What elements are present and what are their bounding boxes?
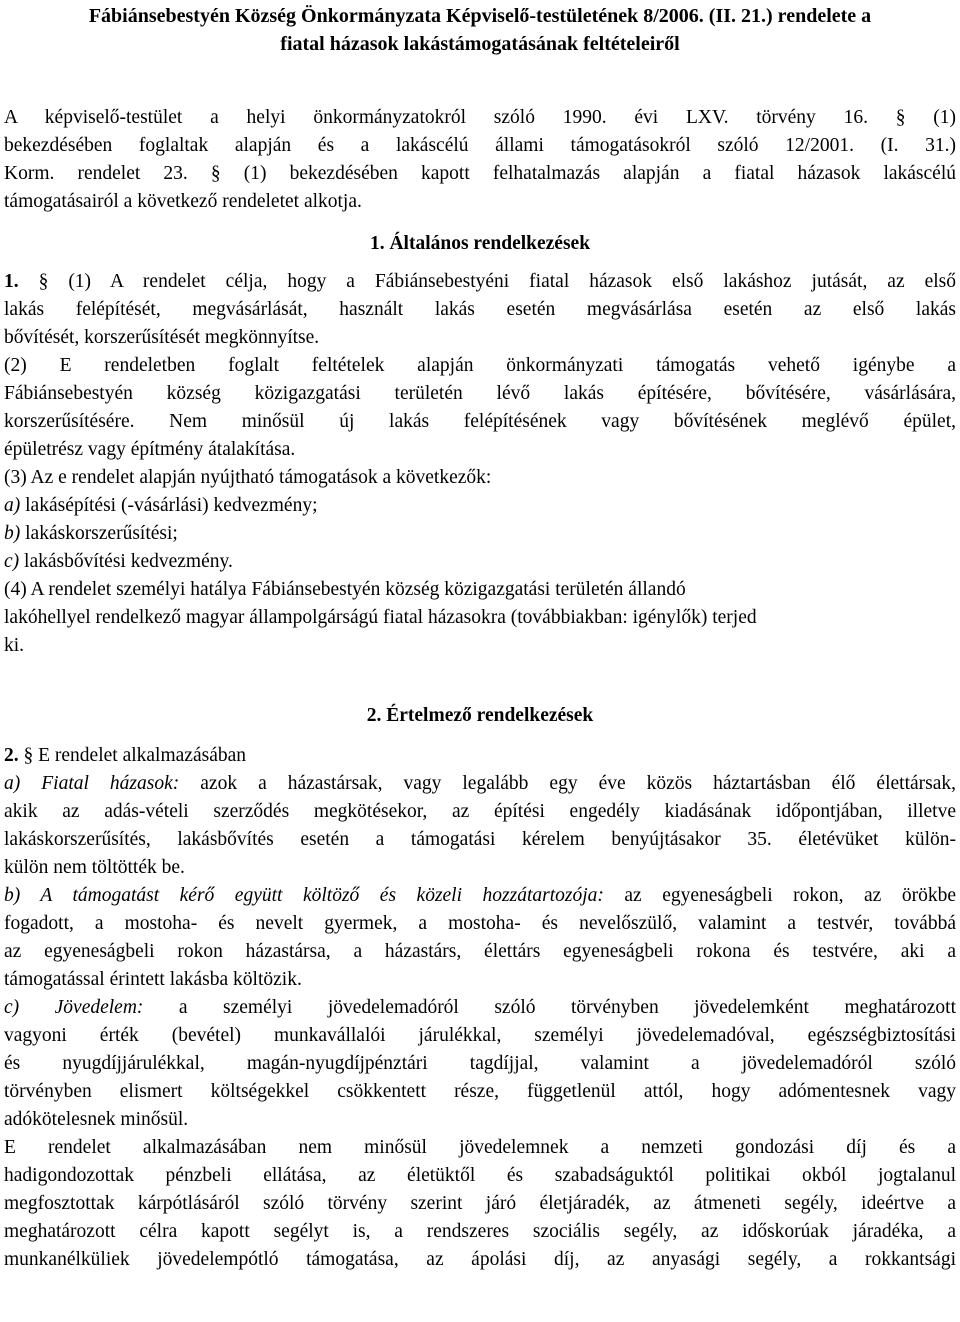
title-line-2: fiatal házasok lakástámogatásának feltételeiről	[280, 33, 680, 55]
list-item-c	[4, 548, 956, 576]
definition-text: azok a házastársak, vagy legalább egy éve közös háztartásban élő élettársak,	[179, 773, 957, 794]
list-text: lakásbővítési kedvezmény.	[19, 551, 233, 572]
preamble-line: bekezdésében foglaltak alapján és a lakáscélú állami támogatásokról szóló 12/2001. (I. 31.)	[4, 135, 956, 156]
para-line: és nyugdíjjárulékkal, magán-nyugdíjpénztári tagdíjjal, valamint a jövedelemadóról szóló	[4, 1053, 956, 1074]
para-line: épületrész vagy építmény átalakítása.	[4, 439, 296, 460]
list-marker: c)	[4, 551, 20, 572]
definition-text: a személyi jövedelemadóról szóló törvényben jövedelemként meghatározott	[143, 997, 956, 1018]
para-line: támogatással érintett lakásba költözik.	[4, 969, 302, 990]
para-line: lakáskorszerűsítés, lakásbővítés esetén a támogatási kérelem benyújtásakor 35. életévüket külön-	[4, 829, 956, 850]
para-line: akik az adás-vételi szerződés megkötésekor, az építési engedély kiadásának időpontjában, illetve	[4, 801, 956, 822]
para-line: E rendelet alkalmazásában nem minősül jövedelemnek a nemzeti gondozási díj és a	[4, 1137, 956, 1158]
list-item-a	[4, 492, 956, 520]
section-1	[4, 268, 956, 660]
section-number: 2.	[4, 745, 19, 766]
para-line: külön nem töltötték be.	[4, 857, 185, 878]
title-line-1: Fábiánsebestyén Község Önkormányzata Képviselő-testületének 8/2006. (II. 21.) rendelete a	[88, 5, 872, 27]
preamble-line: Korm. rendelet 23. § (1) bekezdésében kapott felhatalmazás alapján a fiatal házasok lakáscélú	[4, 163, 956, 184]
para-line: ki.	[4, 635, 25, 656]
preamble-line: A képviselő-testület a helyi önkormányzatokról szóló 1990. évi LXV. törvény 16. § (1)	[4, 107, 956, 128]
definition-text: az egyeneságbeli rokon, az örökbe	[603, 885, 956, 906]
para-line: lakóhellyel rendelkező magyar állampolgárságú fiatal házasokra (továbbiakban: igénylők) terjed	[4, 607, 757, 628]
section-1-para-1-line-1	[4, 268, 956, 296]
para-line: megfosztottak kárpótlásáról szóló törvény szerint járó életjáradék, az átmeneti segély, ideértve a	[4, 1193, 956, 1214]
chapter-2-heading: 2. Értelmező rendelkezések	[366, 705, 594, 726]
preamble-line: támogatásairól a következő rendeletet alkotja.	[4, 191, 362, 212]
definition-term: a) Fiatal házasok:	[4, 773, 180, 794]
list-item-b	[4, 520, 956, 548]
list-text: lakásépítési (-vásárlási) kedvezmény;	[20, 495, 318, 516]
preamble	[4, 104, 956, 216]
definition-a-line-1	[4, 770, 956, 798]
para-text: § E rendelet alkalmazásában	[23, 745, 247, 766]
list-marker: a)	[4, 495, 21, 516]
para-line: meghatározott célra kapott segélyt is, a rendszeres szociális segély, az időskorúak járadéka, a	[4, 1221, 956, 1242]
para-text: § (1) A rendelet célja, hogy a Fábiánsebestyéni fiatal házasok első lakáshoz jutását, az első	[38, 271, 956, 292]
para-line: törvényben elismert költségekkel csökkentett része, függetlenül attól, hogy adómentesnek vagy	[4, 1081, 956, 1102]
document-page	[0, 2, 960, 1274]
section-2-intro	[4, 742, 956, 770]
section-number: 1.	[4, 271, 19, 292]
para-line: hadigondozottak pénzbeli ellátása, az életüktől és szabadságuktól politikai okból jogtalanul	[4, 1165, 956, 1186]
para-line: lakás felépítését, megvásárlását, használt lakás esetén megvásárlása esetén az első lakás	[4, 299, 956, 320]
para-line: adókötelesnek minősül.	[4, 1109, 189, 1130]
para-line: (4) A rendelet személyi hatálya Fábiánsebestyén község közigazgatási területén állandó	[4, 579, 686, 600]
definition-c-line-1	[4, 994, 956, 1022]
definition-b-line-1	[4, 882, 956, 910]
chapter-1-heading: 1. Általános rendelkezések	[369, 233, 591, 254]
para-line: vagyoni érték (bevétel) munkavállalói járulékkal, személyi jövedelemadóval, egészségbiztosítási	[4, 1025, 956, 1046]
section-2	[4, 742, 956, 1274]
para-line: bővítését, korszerűsítését megkönnyítse.	[4, 327, 320, 348]
para-line: Fábiánsebestyén község közigazgatási területén lévő lakás építésére, bővítésére, vásárlására,	[4, 383, 956, 404]
para-line: (2) E rendeletben foglalt feltételek alapján önkormányzati támogatás vehető igénybe a	[4, 355, 956, 376]
definition-term: b) A támogatást kérő együtt költöző és közeli hozzátartozója:	[4, 885, 604, 906]
document-title	[4, 2, 956, 58]
list-marker: b)	[4, 523, 21, 544]
para-line: az egyeneságbeli rokon házastársa, a házastárs, élettárs egyeneságbeli rokona és testvére, aki a	[4, 941, 956, 962]
para-line: korszerűsítésére. Nem minősül új lakás felépítésének vagy bővítésének meglévő épület,	[4, 411, 956, 432]
para-line: (3) Az e rendelet alapján nyújtható támogatások a következők:	[4, 467, 492, 488]
para-line: fogadott, a mostoha- és nevelt gyermek, a mostoha- és nevelőszülő, valamint a testvér, továbbá	[4, 913, 956, 934]
para-line: munkanélküliek jövedelempótló támogatása, az ápolási díj, az anyasági segély, a rokkantsági	[4, 1249, 956, 1270]
list-text: lakáskorszerűsítési;	[20, 523, 178, 544]
definition-term: c) Jövedelem:	[4, 997, 144, 1018]
